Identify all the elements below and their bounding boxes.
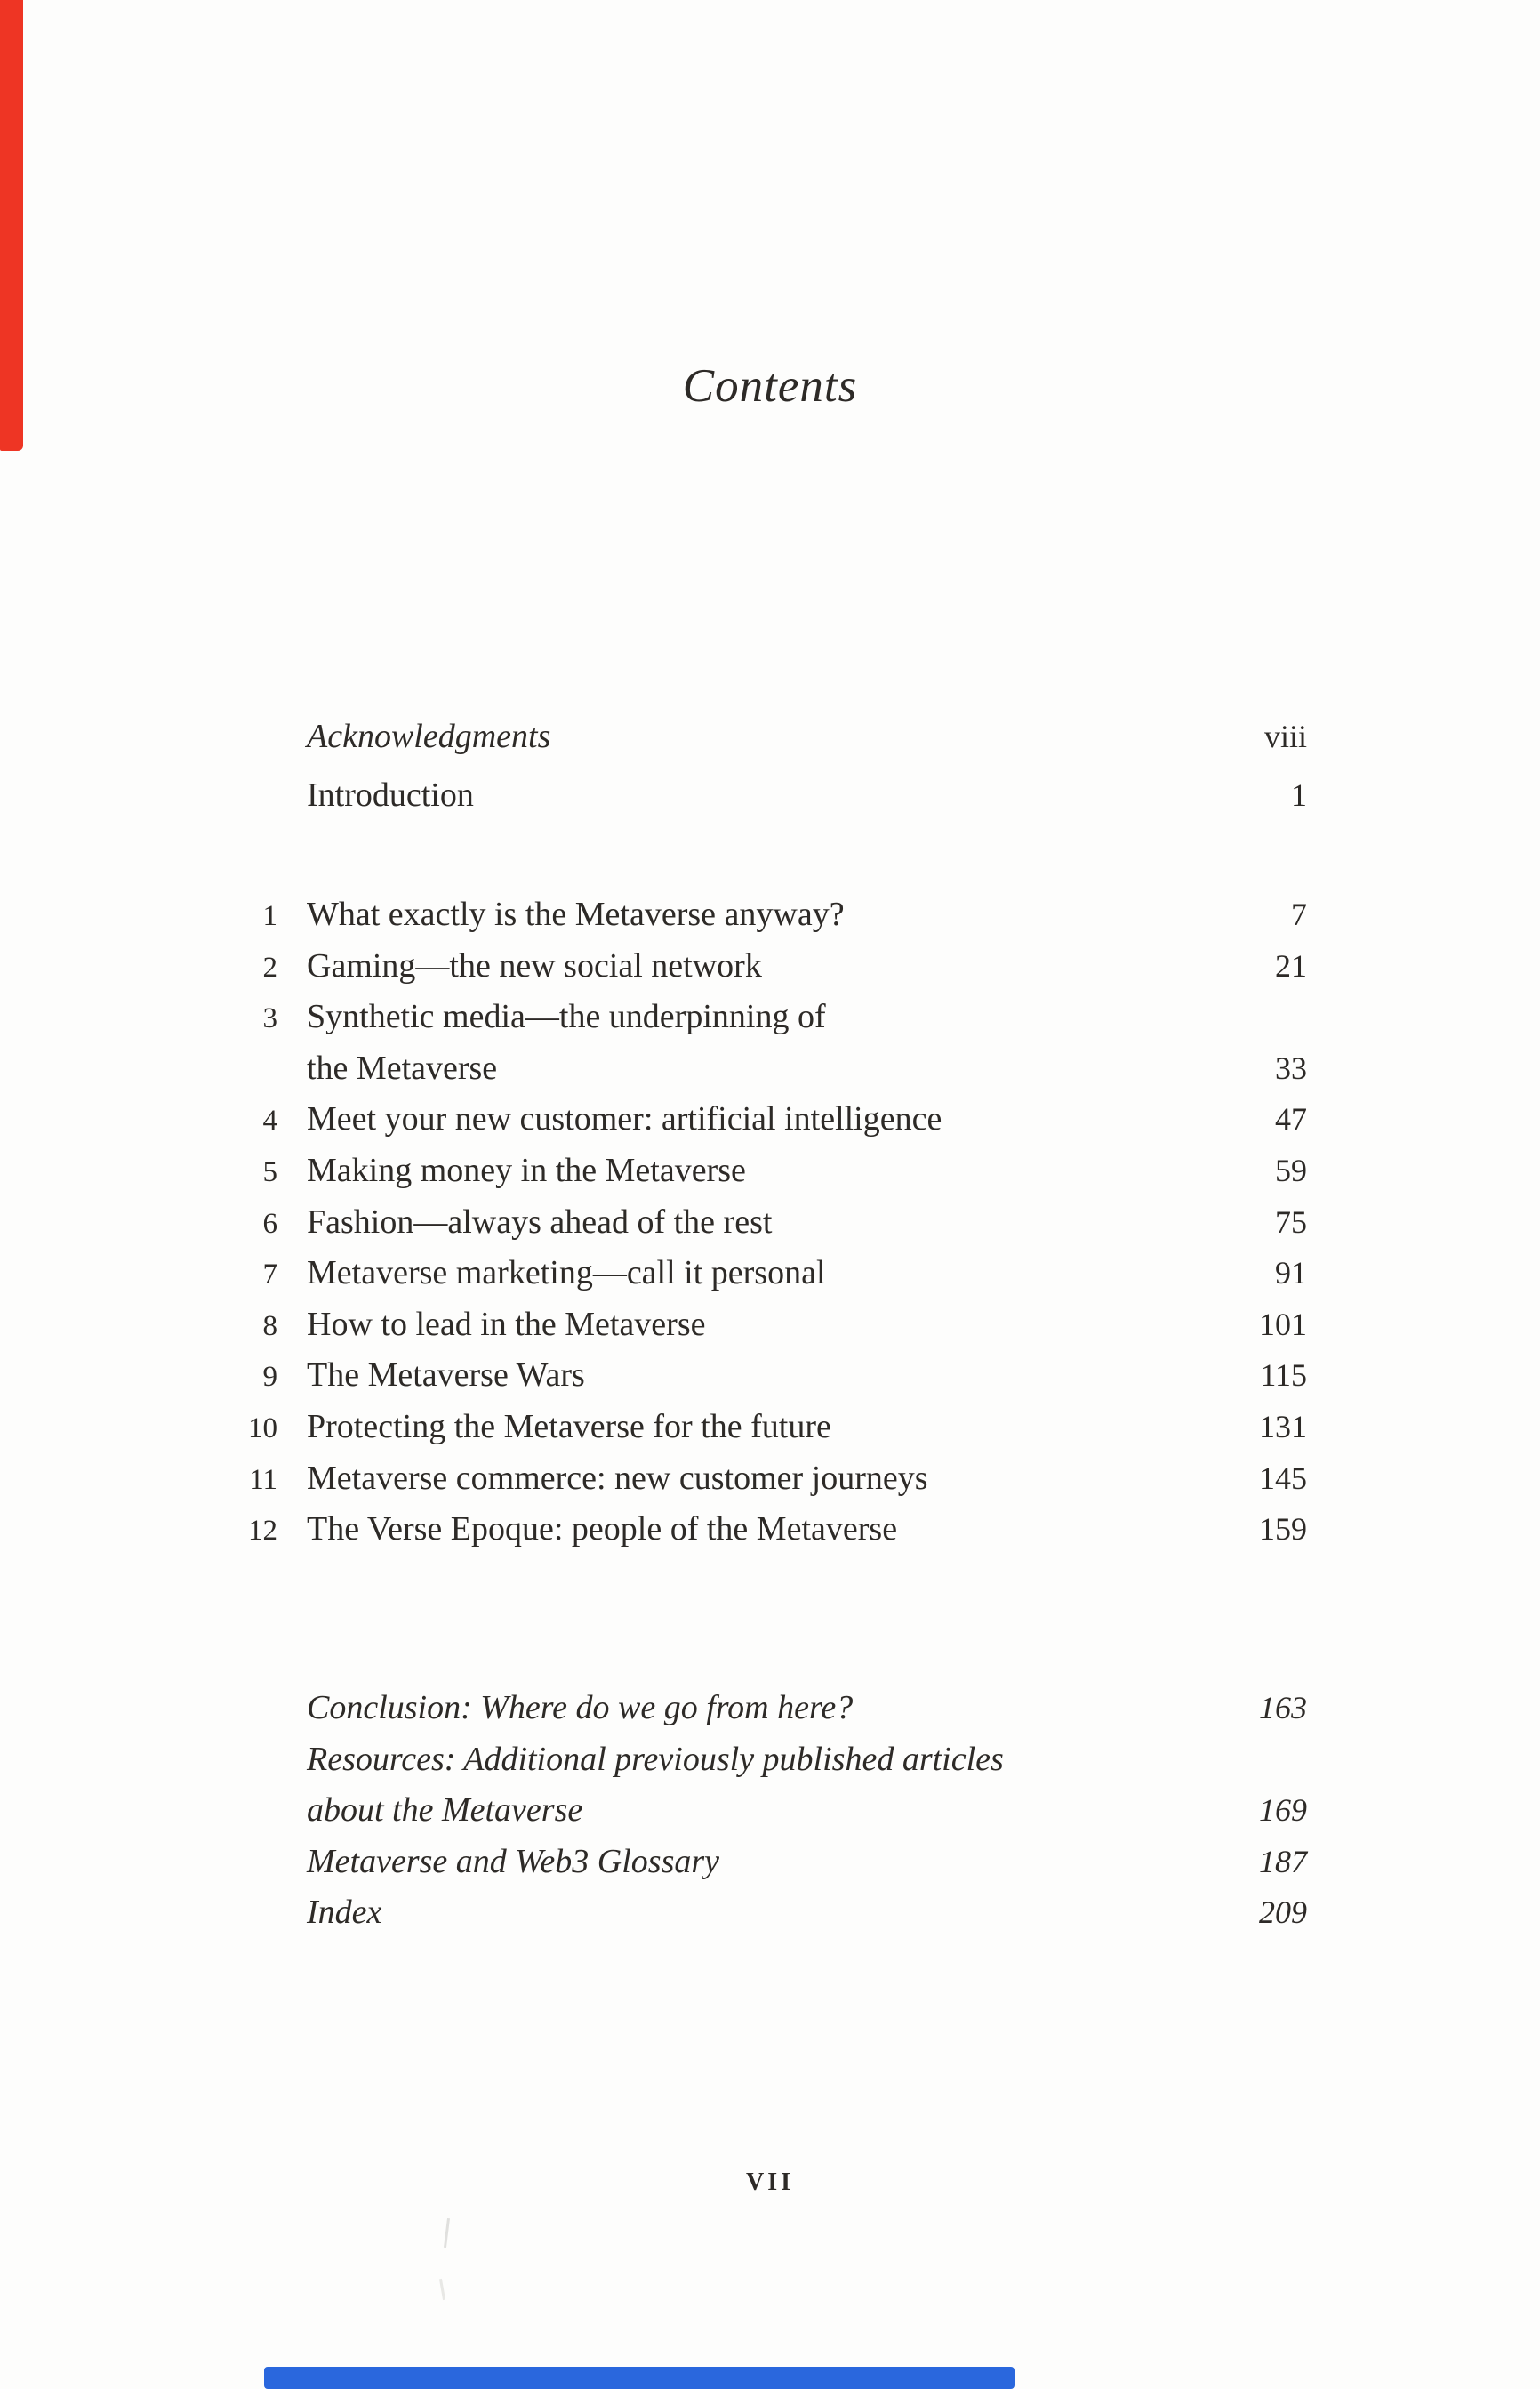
toc-entry-chapter-11 (233, 1459, 1307, 1510)
entry-page-number: 209 (1259, 1894, 1307, 1931)
entry-title: How to lead in the Metaverse (307, 1305, 706, 1343)
red-edge-stripe (0, 0, 23, 451)
chapter-list (233, 895, 1307, 1561)
entry-page-number: 91 (1275, 1255, 1307, 1291)
entry-page-number: 7 (1291, 897, 1307, 932)
entry-title: What exactly is the Metaverse anyway? (307, 896, 845, 933)
entry-title: Acknowledgments (307, 718, 551, 755)
entry-title: Meet your new customer: artificial intelligence (307, 1100, 942, 1138)
entry-title: Metaverse marketing—call it personal (307, 1254, 826, 1292)
scan-artifact (444, 2218, 450, 2248)
entry-page-number: viii (1263, 719, 1307, 754)
entry-title: Fashion—always ahead of the rest (307, 1203, 773, 1241)
entry-title: Protecting the Metaverse for the future (307, 1407, 831, 1445)
toc-entry-chapter-7 (233, 1253, 1307, 1305)
entry-page-number: 59 (1275, 1152, 1307, 1188)
toc-entry-acknowledgments (233, 717, 1307, 776)
chapter-number: 12 (248, 1515, 277, 1548)
entry-title: Making money in the Metaverse (307, 1151, 746, 1189)
entry-page-number: 75 (1275, 1203, 1307, 1240)
blue-edge-stripe (264, 2367, 1015, 2389)
entry-title: Conclusion: Where do we go from here? (307, 1689, 854, 1726)
toc-entry-introduction (233, 776, 1307, 834)
entry-page-number: 47 (1275, 1101, 1307, 1138)
entry-title: The Verse Epoque: people of the Metaverse (307, 1510, 898, 1548)
folio-page-number: VII (745, 2168, 794, 2196)
toc-entry-chapter-3-line-1 (233, 997, 1307, 1049)
entry-title-continued: about the Metaverse (307, 1791, 583, 1830)
entry-page-number: 33 (1275, 1050, 1307, 1086)
entry-title: Synthetic media—the underpinning of (307, 998, 826, 1036)
entry-page-number: 163 (1259, 1690, 1307, 1725)
entry-page-number: 169 (1259, 1792, 1307, 1829)
entry-title: Metaverse commerce: new customer journeys (307, 1459, 928, 1497)
toc-entry-chapter-10 (233, 1407, 1307, 1459)
toc-entry-conclusion (233, 1688, 1307, 1740)
entry-page-number: 115 (1260, 1357, 1307, 1394)
chapter-number: 9 (262, 1361, 277, 1394)
chapter-number: 11 (249, 1463, 277, 1496)
toc-entry-chapter-8 (233, 1305, 1307, 1356)
entry-title: Metaverse and Web3 Glossary (307, 1842, 720, 1880)
entry-title: Introduction (307, 776, 474, 814)
chapter-number: 10 (248, 1412, 277, 1444)
front-matter-list (233, 717, 1307, 834)
toc-entry-chapter-3-line-2 (233, 1049, 1307, 1100)
entry-page-number: 21 (1275, 947, 1307, 984)
chapter-number: 3 (262, 1002, 277, 1035)
chapter-number: 4 (262, 1105, 277, 1138)
entry-page-number: 101 (1259, 1306, 1307, 1342)
toc-entry-index (233, 1893, 1307, 1944)
toc-entry-chapter-6 (233, 1203, 1307, 1254)
entry-title-continued: the Metaverse (307, 1049, 498, 1087)
entry-page-number: 145 (1259, 1460, 1307, 1496)
entry-page-number: 187 (1259, 1843, 1307, 1879)
chapter-number: 1 (262, 900, 277, 932)
toc-entry-chapter-12 (233, 1509, 1307, 1561)
toc-entry-chapter-5 (233, 1151, 1307, 1203)
toc-entry-chapter-2 (233, 946, 1307, 998)
chapter-number: 7 (262, 1259, 277, 1291)
entry-title: Gaming—the new social network (307, 946, 762, 985)
entry-title: Index (307, 1894, 382, 1932)
entry-page-number: 159 (1259, 1511, 1307, 1548)
chapter-number: 2 (262, 951, 277, 984)
entry-title: Resources: Additional previously published articles (307, 1740, 1004, 1778)
toc-entry-chapter-4 (233, 1099, 1307, 1151)
entry-title: The Metaverse Wars (307, 1356, 585, 1395)
back-matter-list (233, 1688, 1307, 1944)
toc-entry-chapter-9 (233, 1355, 1307, 1407)
toc-entry-chapter-1 (233, 895, 1307, 946)
toc-entry-resources-line-1 (233, 1740, 1307, 1791)
chapter-number: 8 (262, 1309, 277, 1342)
toc-entry-resources-line-2 (233, 1790, 1307, 1842)
entry-page-number: 1 (1291, 777, 1307, 813)
page-title: Contents (682, 360, 858, 412)
toc-entry-glossary (233, 1842, 1307, 1894)
scan-artifact (439, 2279, 445, 2300)
chapter-number: 5 (262, 1155, 277, 1188)
entry-page-number: 131 (1259, 1408, 1307, 1444)
chapter-number: 6 (262, 1207, 277, 1240)
